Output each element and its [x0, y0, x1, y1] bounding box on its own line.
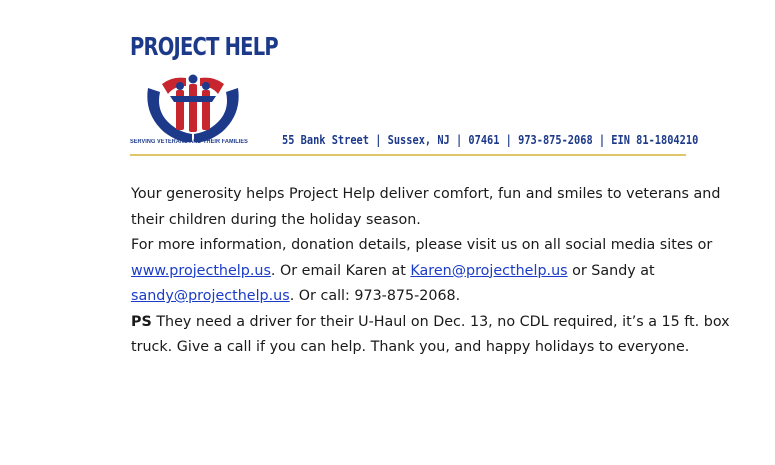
contact-text-3: or Sandy at: [567, 262, 655, 279]
sandy-email-link[interactable]: sandy@projecthelp.us: [131, 288, 290, 304]
helping-hands-logo-icon: [142, 66, 244, 146]
contact-text-4: . Or call: 973-875-2068.: [289, 288, 461, 304]
ps-text: They need a driver for their U-Haul on Dec. 13, no CDL required, it’s a 15 ft. box truck. Give a call if you can help. Thank you, and happy holidays to everyone.: [131, 313, 730, 355]
karen-email-link[interactable]: Karen@projecthelp.us: [410, 262, 568, 279]
contact-text-2: . Or email Karen at: [270, 262, 411, 279]
contact-text-1: For more information, donation details, please visit us on all social media sites or: [131, 237, 713, 253]
paragraph-contact: [131, 233, 731, 310]
logo-tagline: SERVING VETERANS AND THEIR FAMILIES: [130, 139, 248, 145]
logo-title: PROJECT HELP: [130, 32, 278, 61]
letterhead-address: 55 Bank Street | Sussex, NJ | 07461 | 973-875-2068 | EIN 81-1804210: [282, 133, 699, 147]
ps-label: PS: [131, 313, 152, 330]
letterhead-divider: [130, 154, 686, 156]
paragraph-generosity: Your generosity helps Project Help deliver comfort, fun and smiles to veterans and their children during the holiday season.: [131, 186, 721, 228]
letter-body: [131, 182, 731, 361]
letterhead: [130, 30, 699, 158]
paragraph-ps: [131, 310, 731, 361]
website-link[interactable]: www.projecthelp.us: [131, 262, 271, 279]
